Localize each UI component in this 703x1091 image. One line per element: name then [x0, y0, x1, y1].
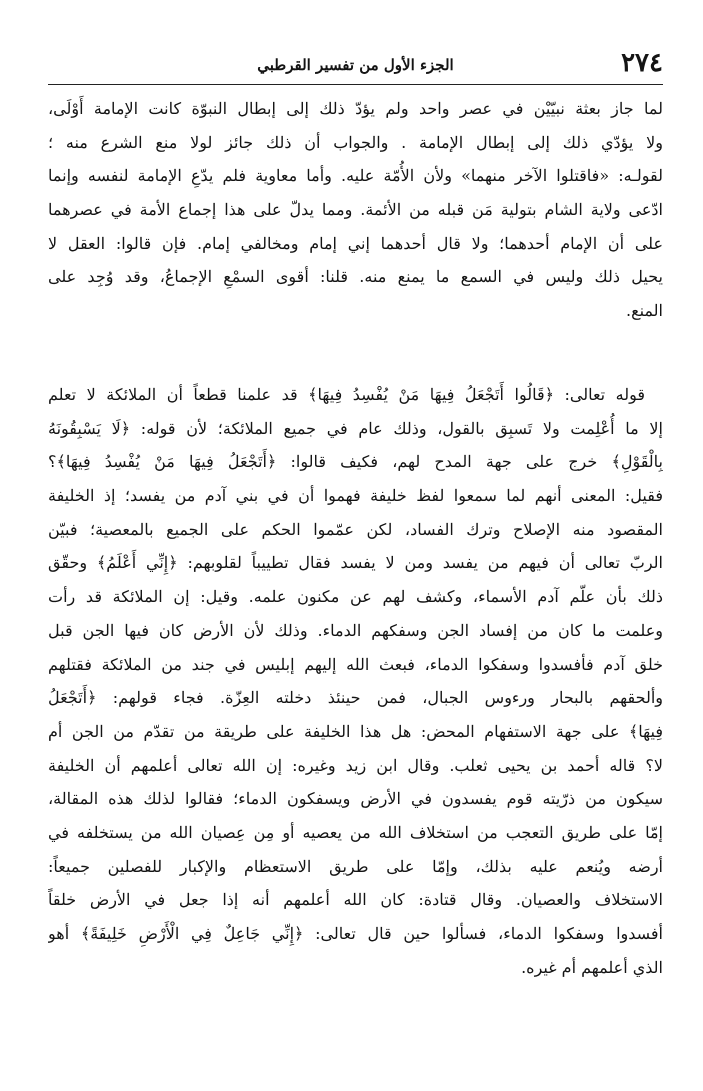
text-line: الربّ تعالى أن فيهم من يفسد ومن لا يفسد فقال تطييباً لقلوبهم: ﴿إِنِّي أَعْلَمُ﴾ وحقّق — [48, 553, 663, 573]
text-line: المنع. — [626, 301, 663, 321]
page-number: ٢٧٤ — [621, 48, 663, 78]
text-line: ادّعى ولاية الشام بتولية مَن قبله من الأئمة. ومما يدلّ على هذا إجماع الأمة في عصرهما — [48, 200, 663, 220]
text-line: خلق آدم فأفسدوا وسفكوا الدماء، فبعث الله إليهم إبليس في جند من الملائكة فقتلهم — [48, 654, 663, 674]
text-line: يحيل ذلك وليس في السمع ما يمنع منه. قلنا: أقوى السمْعِ الإجماعُ، وقد وُجِد على — [48, 267, 663, 287]
text-line: وألحقهم بالبحار ورءوس الجبال، فمن حينئذ دخلته العِزّة. فجاء قولهم: ﴿أَتَجْعَلُ — [48, 688, 663, 708]
text-line: إلا ما أُعْلِمت ولا تَسبِق بالقول، وذلك عام في جميع الملائكة؛ لأن قوله: ﴿لَا يَسْبِقُونَهُ — [48, 418, 663, 438]
text-line: سيكون من ذرّيته قوم يفسدون في الأرض ويسفكون الدماء؛ فقالوا لذلك هذه المقالة، — [48, 789, 663, 809]
text-line: بِالْقَوْلِ﴾ خرج على جهة المدح لهم، فكيف قالوا: ﴿أَتَجْعَلُ فِيهَا مَنْ يُفْسِدُ فِيهَا﴾؟ — [48, 452, 663, 472]
paragraph-2 — [48, 378, 663, 984]
running-title: الجزء الأول من تفسير القرطبي — [257, 56, 454, 74]
page-header — [48, 44, 663, 84]
text-line: لما جاز بعثة نبيّيْن في عصر واحد ولم يؤدّ ذلك إلى إبطال النبوّة كانت الإمامة أَوْلَى، — [48, 99, 663, 118]
text-line: الذي أعلمهم أم غيره. — [521, 957, 663, 977]
text-line: وعلمت ما كان من إفساد الجن وسفكهم الدماء. وذلك لأن الأرض كان فيها الجن قبل — [48, 620, 663, 640]
text-line: فقيل: المعنى أنهم لما سمعوا لفظ خليفة فهموا أن في بني آدم من يفسد؛ إذ الخليفة — [48, 486, 663, 506]
text-line: ذلك بأن علّم آدم الأسماء، وكشف لهم عن مكنون علمه. وقيل: إن الملائكة قد رأت — [48, 587, 663, 607]
paragraph-1 — [48, 92, 663, 328]
text-line: ولا يؤدّي ذلك إلى إبطال الإمامة . والجواب أن ذلك جائز لولا منع الشرع منه ؛ — [48, 132, 663, 152]
text-line: فِيهَا﴾ على جهة الاستفهام المحض: هل هذا الخليفة على طريقة من تقدّم من الجن أم — [48, 721, 663, 741]
text-line: لقولـه: «فاقتلوا الآخر منهما» ولأن الأُمّة عليه. وأما معاوية فلم يدّعِ الإمامة لنفسه وإنما — [48, 166, 663, 186]
text-line: المقصود منه الإصلاح وترك الفساد، لكن عمّموا الحكم على الجميع بالمعصية؛ فبيّن — [48, 519, 663, 539]
header-rule — [48, 84, 663, 85]
text-line: أفسدوا وسفكوا الدماء، فسألوا حين قال تعالى: ﴿إِنِّي جَاعِلٌ فِي الْأَرْضِ خَلِيفَةً﴾ أهو — [48, 924, 663, 943]
text-line: إمّا على طريق التعجب من استخلاف الله من يعصيه أو مِن عِصيان الله من يستخلفه في — [48, 822, 663, 842]
text-line: أرضه ويُنعم عليه بذلك، وإمّا على طريق الاستعظام والإكبار للفصلين جميعاً: — [48, 856, 663, 876]
text-line: قوله تعالى: ﴿قَالُوا أَتَجْعَلُ فِيهَا مَنْ يُفْسِدُ فِيهَا﴾ قد علمنا قطعاً أن الملائكة لا تعلم — [48, 385, 645, 404]
text-line: الاستخلاف والعصيان. وقال قتادة: كان الله أعلمهم أنه إذا جعل في الأرض خلقاً — [48, 890, 663, 910]
text-line: لا؟ قاله أحمد بن يحيى ثعلب. وقال ابن زيد وغيره: إن الله تعالى أعلمهم أن الخليفة — [48, 755, 663, 775]
text-line: على أن الإمام أحدهما؛ ولا قال أحدهما إني إمام ومخالفي إمام. فإن قالوا: العقل لا — [48, 233, 663, 253]
